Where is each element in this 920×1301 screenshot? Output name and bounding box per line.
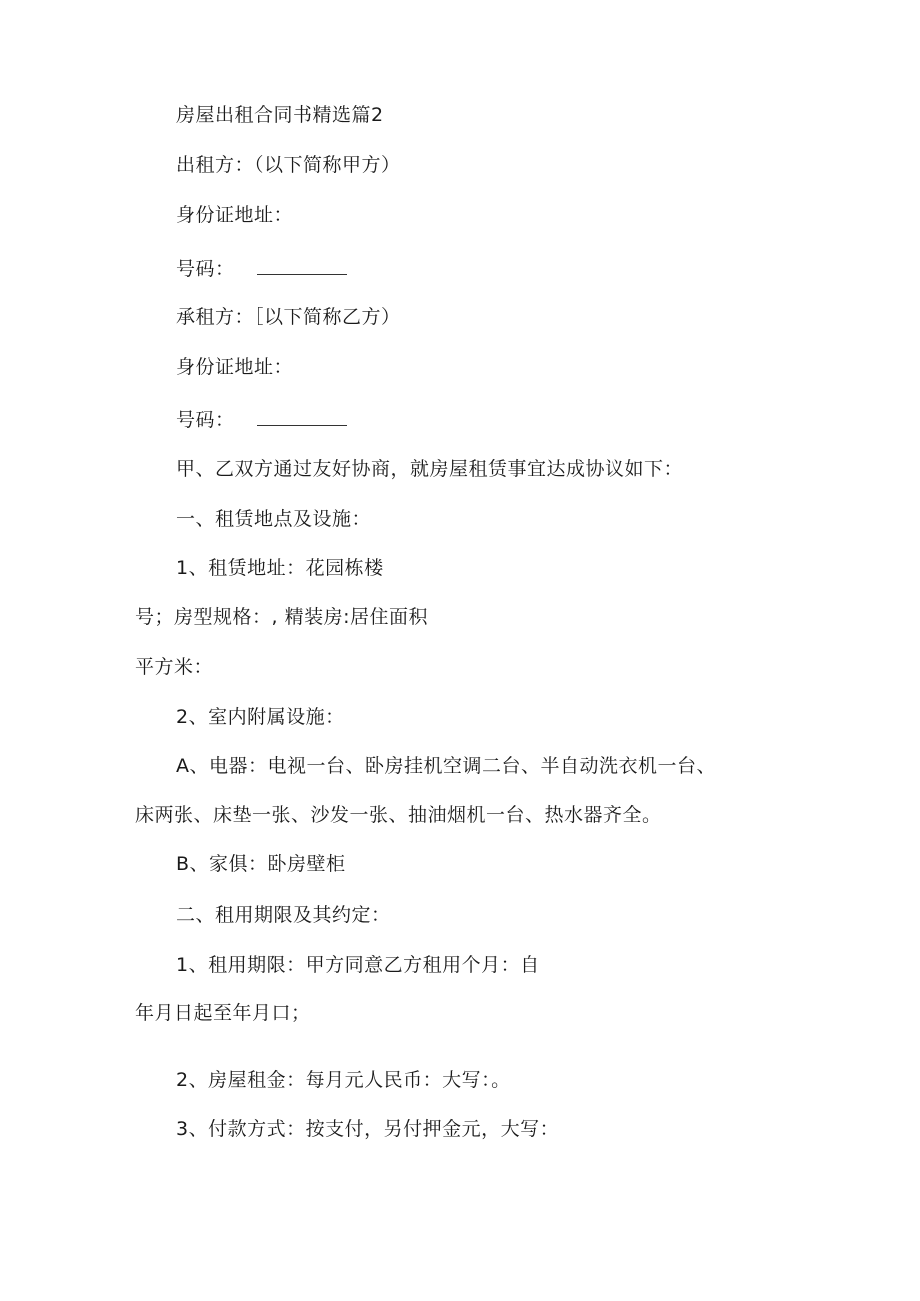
lessee-label: 承租方：［以下简称乙方） (176, 306, 401, 328)
s1-item1-cont2: 平方米： (135, 656, 214, 678)
lessor-number-line (176, 257, 347, 281)
lessor-label: 出租方：（以下简称甲方） (176, 154, 401, 176)
s1-item1: 1、租赁地址：花园栋楼 (176, 557, 384, 579)
s1-item2: 2、室内附属设施： (176, 706, 345, 728)
lessor-id-address: 身份证地址： (176, 204, 294, 226)
s2-item2: 2、房屋租金：每月元人民币：大写：。 (176, 1069, 511, 1091)
s2-item1-cont: 年月日起至年月口； (135, 1002, 311, 1024)
s1-item1-cont1: 号；房型规格：, 精装房:居住面积 (135, 606, 428, 628)
s2-item1: 1、租用期限：甲方同意乙方租用个月：自 (176, 954, 540, 976)
lessee-id-address: 身份证地址： (176, 356, 294, 378)
section1-heading: 一、租赁地点及设施： (176, 508, 372, 530)
document-title: 房屋出租合同书精选篇2 (176, 104, 384, 126)
intro-paragraph: 甲、乙双方通过友好协商，就房屋租赁事宜达成协议如下： (176, 458, 684, 480)
lessor-number-label: 号码： (176, 258, 235, 280)
section2-heading: 二、租用期限及其约定： (176, 904, 391, 926)
s1-item2-a-cont: 床两张、床垫一张、沙发一张、抽油烟机一台、热水器齐全。 (135, 804, 662, 826)
lessee-number-label: 号码： (176, 409, 235, 431)
s1-item2-b: B、家俱：卧房壁柜 (176, 853, 346, 875)
lessee-number-blank (257, 409, 347, 426)
lessee-number-line (176, 408, 347, 432)
lessor-number-blank (257, 258, 347, 275)
s1-item2-a: A、电器：电视一台、卧房挂机空调二台、半自动洗衣机一台、 (176, 755, 716, 777)
s2-item3: 3、付款方式：按支付，另付押金元，大写： (176, 1118, 560, 1140)
